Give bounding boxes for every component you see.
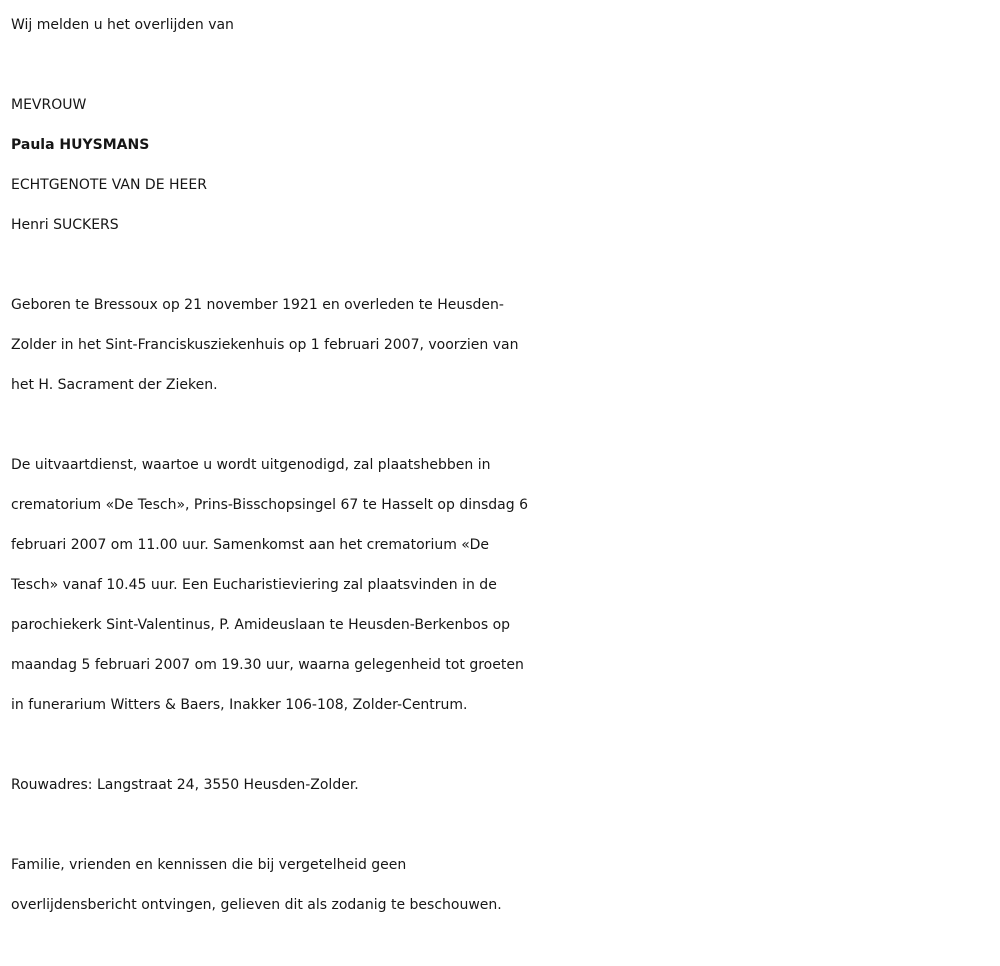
spacer — [11, 245, 991, 285]
service-line: De uitvaartdienst, waartoe u wordt uitgenodigd, zal plaatshebben in — [11, 457, 491, 473]
closing-line: overlijdensbericht ontvingen, gelieven dit als zodanig te beschouwen. — [11, 897, 502, 913]
mourning-address: Rouwadres: Langstraat 24, 3550 Heusden-Zolder. — [11, 777, 359, 793]
birth-line: het H. Sacrament der Zieken. — [11, 377, 218, 393]
spacer — [11, 805, 991, 845]
spacer — [11, 725, 991, 765]
deceased-name: Paula HUYSMANS — [11, 137, 150, 153]
service-paragraph — [11, 445, 991, 725]
spacer — [11, 45, 991, 85]
closing-line: Familie, vrienden en kennissen die bij vergetelheid geen — [11, 857, 407, 873]
service-line: parochiekerk Sint-Valentinus, P. Amideuslaan te Heusden-Berkenbos op — [11, 617, 511, 633]
obituary-notice — [11, 5, 991, 925]
spacer — [11, 405, 991, 445]
relation-text: ECHTGENOTE VAN DE HEER — [11, 177, 207, 193]
service-line: maandag 5 februari 2007 om 19.30 uur, waarna gelegenheid tot groeten — [11, 657, 524, 673]
spouse-name: Henri SUCKERS — [11, 217, 119, 233]
service-line: in funerarium Witters & Baers, Inakker 106-108, Zolder-Centrum. — [11, 697, 468, 713]
closing-paragraph — [11, 845, 991, 925]
intro-text: Wij melden u het overlijden van — [11, 17, 234, 33]
service-line: crematorium «De Tesch», Prins-Bisschopsingel 67 te Hasselt op dinsdag 6 — [11, 497, 528, 513]
title-prefix: MEVROUW — [11, 97, 87, 113]
birth-line: Zolder in het Sint-Franciskusziekenhuis op 1 februari 2007, voorzien van — [11, 337, 519, 353]
service-line: februari 2007 om 11.00 uur. Samenkomst aan het crematorium «De — [11, 537, 490, 553]
birth-line: Geboren te Bressoux op 21 november 1921 en overleden te Heusden- — [11, 297, 504, 313]
service-line: Tesch» vanaf 10.45 uur. Een Eucharistieviering zal plaatsvinden in de — [11, 577, 497, 593]
birth-paragraph — [11, 285, 991, 405]
